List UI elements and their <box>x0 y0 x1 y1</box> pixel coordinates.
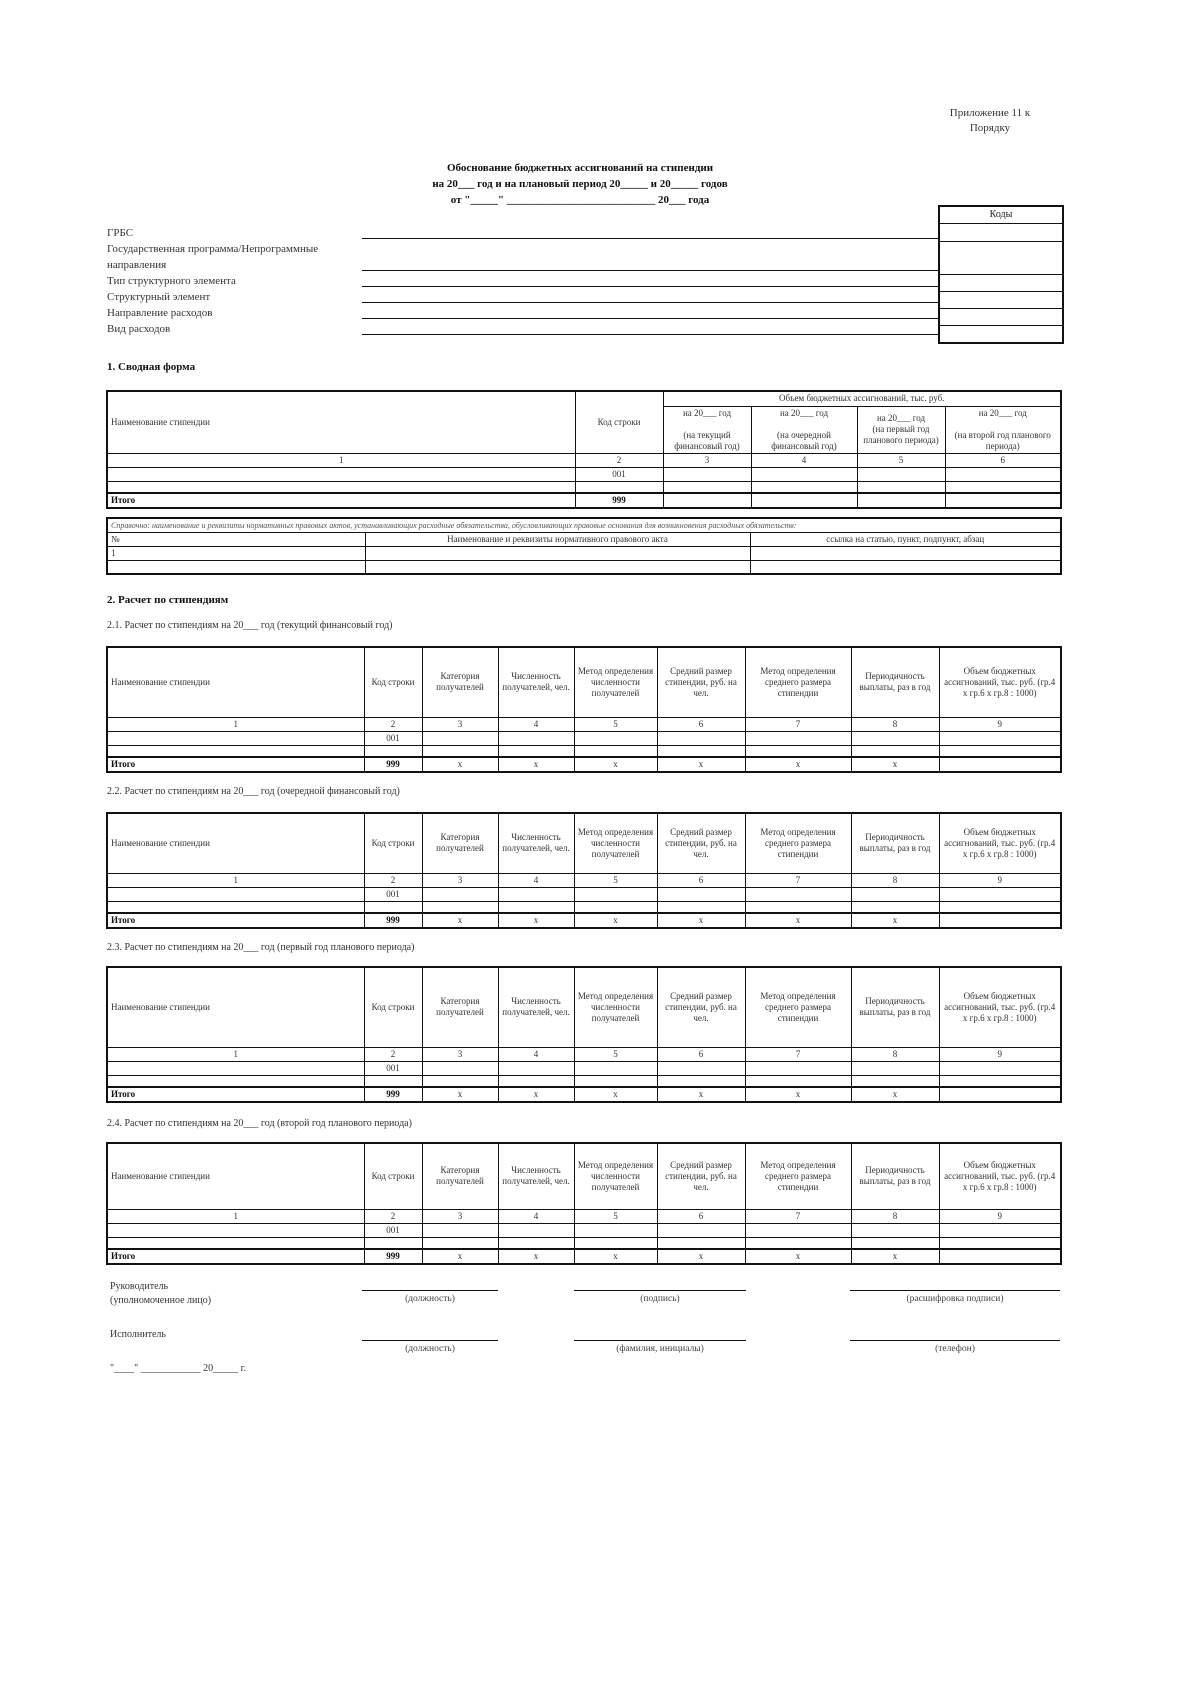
number-row: 1 2 3 4 5 6 7 8 9 <box>107 1209 1061 1223</box>
field-line-element[interactable] <box>362 302 938 303</box>
col-avg-size: Средний размер стипендии, руб. на чел. <box>657 1143 745 1209</box>
col-count-method: Метод определения численности получателей <box>574 813 657 873</box>
col-avg-size: Средний размер стипендии, руб. на чел. <box>657 813 745 873</box>
total-label: Итого <box>107 1249 364 1264</box>
field-line-expense-type[interactable] <box>362 334 938 335</box>
head-label-line-2: (уполномоченное лицо) <box>110 1295 212 1306</box>
date-line[interactable]: "____" ____________ 20_____ г. <box>110 1363 247 1374</box>
field-line-program[interactable] <box>362 270 938 271</box>
head-signature-line[interactable] <box>574 1290 746 1291</box>
exec-position-line[interactable] <box>362 1340 498 1341</box>
row-code: 001 <box>364 887 422 901</box>
col-volume: Объем бюджетных ассигнований, тыс. руб. (гр.4 x гр.6 x гр.8 : 1000) <box>939 813 1061 873</box>
calc-table-2-1 <box>106 646 1062 773</box>
executor-label: Исполнитель <box>110 1329 166 1340</box>
summary-col-name: Наименование стипендии <box>107 391 575 453</box>
col-size-method: Метод определения среднего размера стипендии <box>745 967 851 1047</box>
codes-header: Коды <box>940 207 1062 224</box>
exec-position-caption: (должность) <box>405 1344 455 1354</box>
total-code: 999 <box>364 757 422 772</box>
col-periodicity: Периодичность выплаты, раз в год <box>851 1143 939 1209</box>
section-2-title: 2. Расчет по стипендиям <box>107 594 229 606</box>
summary-num-3: 3 <box>663 453 751 467</box>
col-count: Численность получателей, чел. <box>498 813 574 873</box>
calc-table-2-2 <box>106 812 1062 929</box>
summary-num-4: 4 <box>751 453 857 467</box>
reference-table <box>106 517 1062 575</box>
summary-total-label: Итого <box>107 493 575 508</box>
field-line-direction[interactable] <box>362 318 938 319</box>
summary-data-row <box>107 467 1061 481</box>
exec-name-caption: (фамилия, инициалы) <box>616 1344 704 1354</box>
field-label-grbs: ГРБС <box>107 227 134 239</box>
col-avg-size: Средний размер стипендии, руб. на чел. <box>657 647 745 717</box>
total-label: Итого <box>107 1087 364 1102</box>
data-row <box>107 1061 1061 1075</box>
number-row: 1 2 3 4 5 6 7 8 9 <box>107 1047 1061 1061</box>
row-code: 001 <box>364 731 422 745</box>
total-row: Итого 999 x x x x x x <box>107 757 1061 772</box>
col-name: Наименование стипендии <box>107 967 364 1047</box>
summary-table <box>106 390 1062 509</box>
summary-total-code: 999 <box>575 493 663 508</box>
total-label: Итого <box>107 757 364 772</box>
col-size-method: Метод определения среднего размера стипендии <box>745 647 851 717</box>
section-1-title: 1. Сводная форма <box>107 361 196 373</box>
field-label-expense-type: Вид расходов <box>107 323 171 335</box>
codes-box <box>938 205 1064 344</box>
col-code: Код строки <box>364 647 422 717</box>
appendix-line-2: Порядку <box>969 122 1011 134</box>
field-line-element-type[interactable] <box>362 286 938 287</box>
field-line-grbs[interactable] <box>362 238 938 239</box>
exec-phone-caption: (телефон) <box>935 1344 975 1354</box>
summary-empty-row <box>107 481 1061 493</box>
col-name: Наименование стипендии <box>107 647 364 717</box>
subsection-2-4-title: 2.4. Расчет по стипендиям на 20___ год (второй год планового периода) <box>107 1118 412 1129</box>
exec-phone-line[interactable] <box>850 1340 1060 1341</box>
summary-num-2: 2 <box>575 453 663 467</box>
subsection-2-1-title: 2.1. Расчет по стипендиям на 20___ год (текущий финансовый год) <box>107 620 393 631</box>
row-code: 001 <box>364 1061 422 1075</box>
calc-table-2-4 <box>106 1142 1062 1265</box>
col-name: Наименование стипендии <box>107 813 364 873</box>
reference-col-link: ссылка на статью, пункт, подпункт, абзац <box>750 533 1061 547</box>
reference-note: Справочно: наименование и реквизиты нормативных правовых актов, устанавливающих расходные обязательства, обусловливающих правовые основания для возникновения расходных обязательств: <box>107 518 1061 533</box>
total-code: 999 <box>364 1249 422 1264</box>
appendix-note <box>930 106 1050 136</box>
col-name: Наименование стипендии <box>107 1143 364 1209</box>
total-code: 999 <box>364 913 422 928</box>
document-title <box>380 160 780 208</box>
col-volume: Объем бюджетных ассигнований, тыс. руб. (гр.4 x гр.6 x гр.8 : 1000) <box>939 1143 1061 1209</box>
title-line-3: от "_____" ___________________________ 20___ года <box>450 194 710 206</box>
appendix-line-1: Приложение 11 к <box>949 107 1031 119</box>
summary-col-code: Код строки <box>575 391 663 453</box>
col-category: Категория получателей <box>422 813 498 873</box>
head-decoding-line[interactable] <box>850 1290 1060 1291</box>
field-label-direction: Направление расходов <box>107 307 213 319</box>
col-size-method: Метод определения среднего размера стипендии <box>745 813 851 873</box>
col-code: Код строки <box>364 1143 422 1209</box>
total-row: Итого 999 x x x x x x <box>107 1087 1061 1102</box>
col-count: Численность получателей, чел. <box>498 967 574 1047</box>
summary-num-1: 1 <box>107 453 575 467</box>
title-line-1: Обоснование бюджетных ассигнований на стипендии <box>446 162 714 174</box>
col-count: Численность получателей, чел. <box>498 647 574 717</box>
data-row <box>107 1223 1061 1237</box>
total-label: Итого <box>107 913 364 928</box>
data-row <box>107 887 1061 901</box>
total-row: Итого 999 x x x x x x <box>107 1249 1061 1264</box>
reference-col-name: Наименование и реквизиты нормативного правового акта <box>365 533 750 547</box>
col-count-method: Метод определения численности получателей <box>574 1143 657 1209</box>
col-count-method: Метод определения численности получателей <box>574 967 657 1047</box>
code-cell-element <box>940 292 1062 309</box>
col-category: Категория получателей <box>422 647 498 717</box>
summary-year-next: на 20___ год (на очередной финансовый год) <box>751 406 857 453</box>
head-position-line[interactable] <box>362 1290 498 1291</box>
summary-year-plan1: на 20___ год (на первый год планового периода) <box>857 406 945 453</box>
data-row <box>107 731 1061 745</box>
col-code: Код строки <box>364 813 422 873</box>
summary-col-volume: Объем бюджетных ассигнований, тыс. руб. <box>663 391 1061 406</box>
col-count: Численность получателей, чел. <box>498 1143 574 1209</box>
total-code: 999 <box>364 1087 422 1102</box>
summary-num-5: 5 <box>857 453 945 467</box>
summary-row-code: 001 <box>575 467 663 481</box>
head-signature-caption: (подпись) <box>640 1294 680 1304</box>
row-code: 001 <box>364 1223 422 1237</box>
field-label-element-type: Тип структурного элемента <box>107 275 236 287</box>
number-row: 1 2 3 4 5 6 7 8 9 <box>107 717 1061 731</box>
code-cell-direction <box>940 309 1062 326</box>
field-label-element: Структурный элемент <box>107 291 211 303</box>
summary-year-current: на 20___ год (на текущий финансовый год) <box>663 406 751 453</box>
col-periodicity: Периодичность выплаты, раз в год <box>851 967 939 1047</box>
col-avg-size: Средний размер стипендии, руб. на чел. <box>657 967 745 1047</box>
head-decoding-caption: (расшифровка подписи) <box>906 1294 1004 1304</box>
head-label <box>110 1280 211 1308</box>
col-category: Категория получателей <box>422 967 498 1047</box>
reference-row-no: 1 <box>107 547 365 561</box>
summary-total-row <box>107 493 1061 508</box>
col-periodicity: Периодичность выплаты, раз в год <box>851 647 939 717</box>
col-code: Код строки <box>364 967 422 1047</box>
exec-name-line[interactable] <box>574 1340 746 1341</box>
col-volume: Объем бюджетных ассигнований, тыс. руб. (гр.4 x гр.6 x гр.8 : 1000) <box>939 647 1061 717</box>
col-volume: Объем бюджетных ассигнований, тыс. руб. (гр.4 x гр.6 x гр.8 : 1000) <box>939 967 1061 1047</box>
code-cell-grbs <box>940 224 1062 242</box>
field-label-program-2: направления <box>107 259 167 271</box>
col-size-method: Метод определения среднего размера стипендии <box>745 1143 851 1209</box>
head-label-line-1: Руководитель <box>110 1281 169 1292</box>
calc-table-2-3 <box>106 966 1062 1103</box>
col-count-method: Метод определения численности получателей <box>574 647 657 717</box>
summary-num-6: 6 <box>945 453 1061 467</box>
total-row: Итого 999 x x x x x x <box>107 913 1061 928</box>
col-category: Категория получателей <box>422 1143 498 1209</box>
code-cell-element-type <box>940 275 1062 292</box>
reference-col-no: № <box>107 533 365 547</box>
col-periodicity: Периодичность выплаты, раз в год <box>851 813 939 873</box>
field-label-program-1: Государственная программа/Непрограммные <box>107 243 319 255</box>
summary-number-row <box>107 453 1061 467</box>
subsection-2-2-title: 2.2. Расчет по стипендиям на 20___ год (очередной финансовый год) <box>107 786 400 797</box>
subsection-2-3-title: 2.3. Расчет по стипендиям на 20___ год (первый год планового периода) <box>107 942 415 953</box>
head-position-caption: (должность) <box>405 1294 455 1304</box>
code-cell-expense-type <box>940 326 1062 344</box>
number-row: 1 2 3 4 5 6 7 8 9 <box>107 873 1061 887</box>
summary-year-plan2: на 20___ год (на второй год планового периода) <box>945 406 1061 453</box>
title-line-2: на 20___ год и на плановый период 20_____ и 20_____ годов <box>432 178 728 190</box>
code-cell-program <box>940 242 1062 275</box>
